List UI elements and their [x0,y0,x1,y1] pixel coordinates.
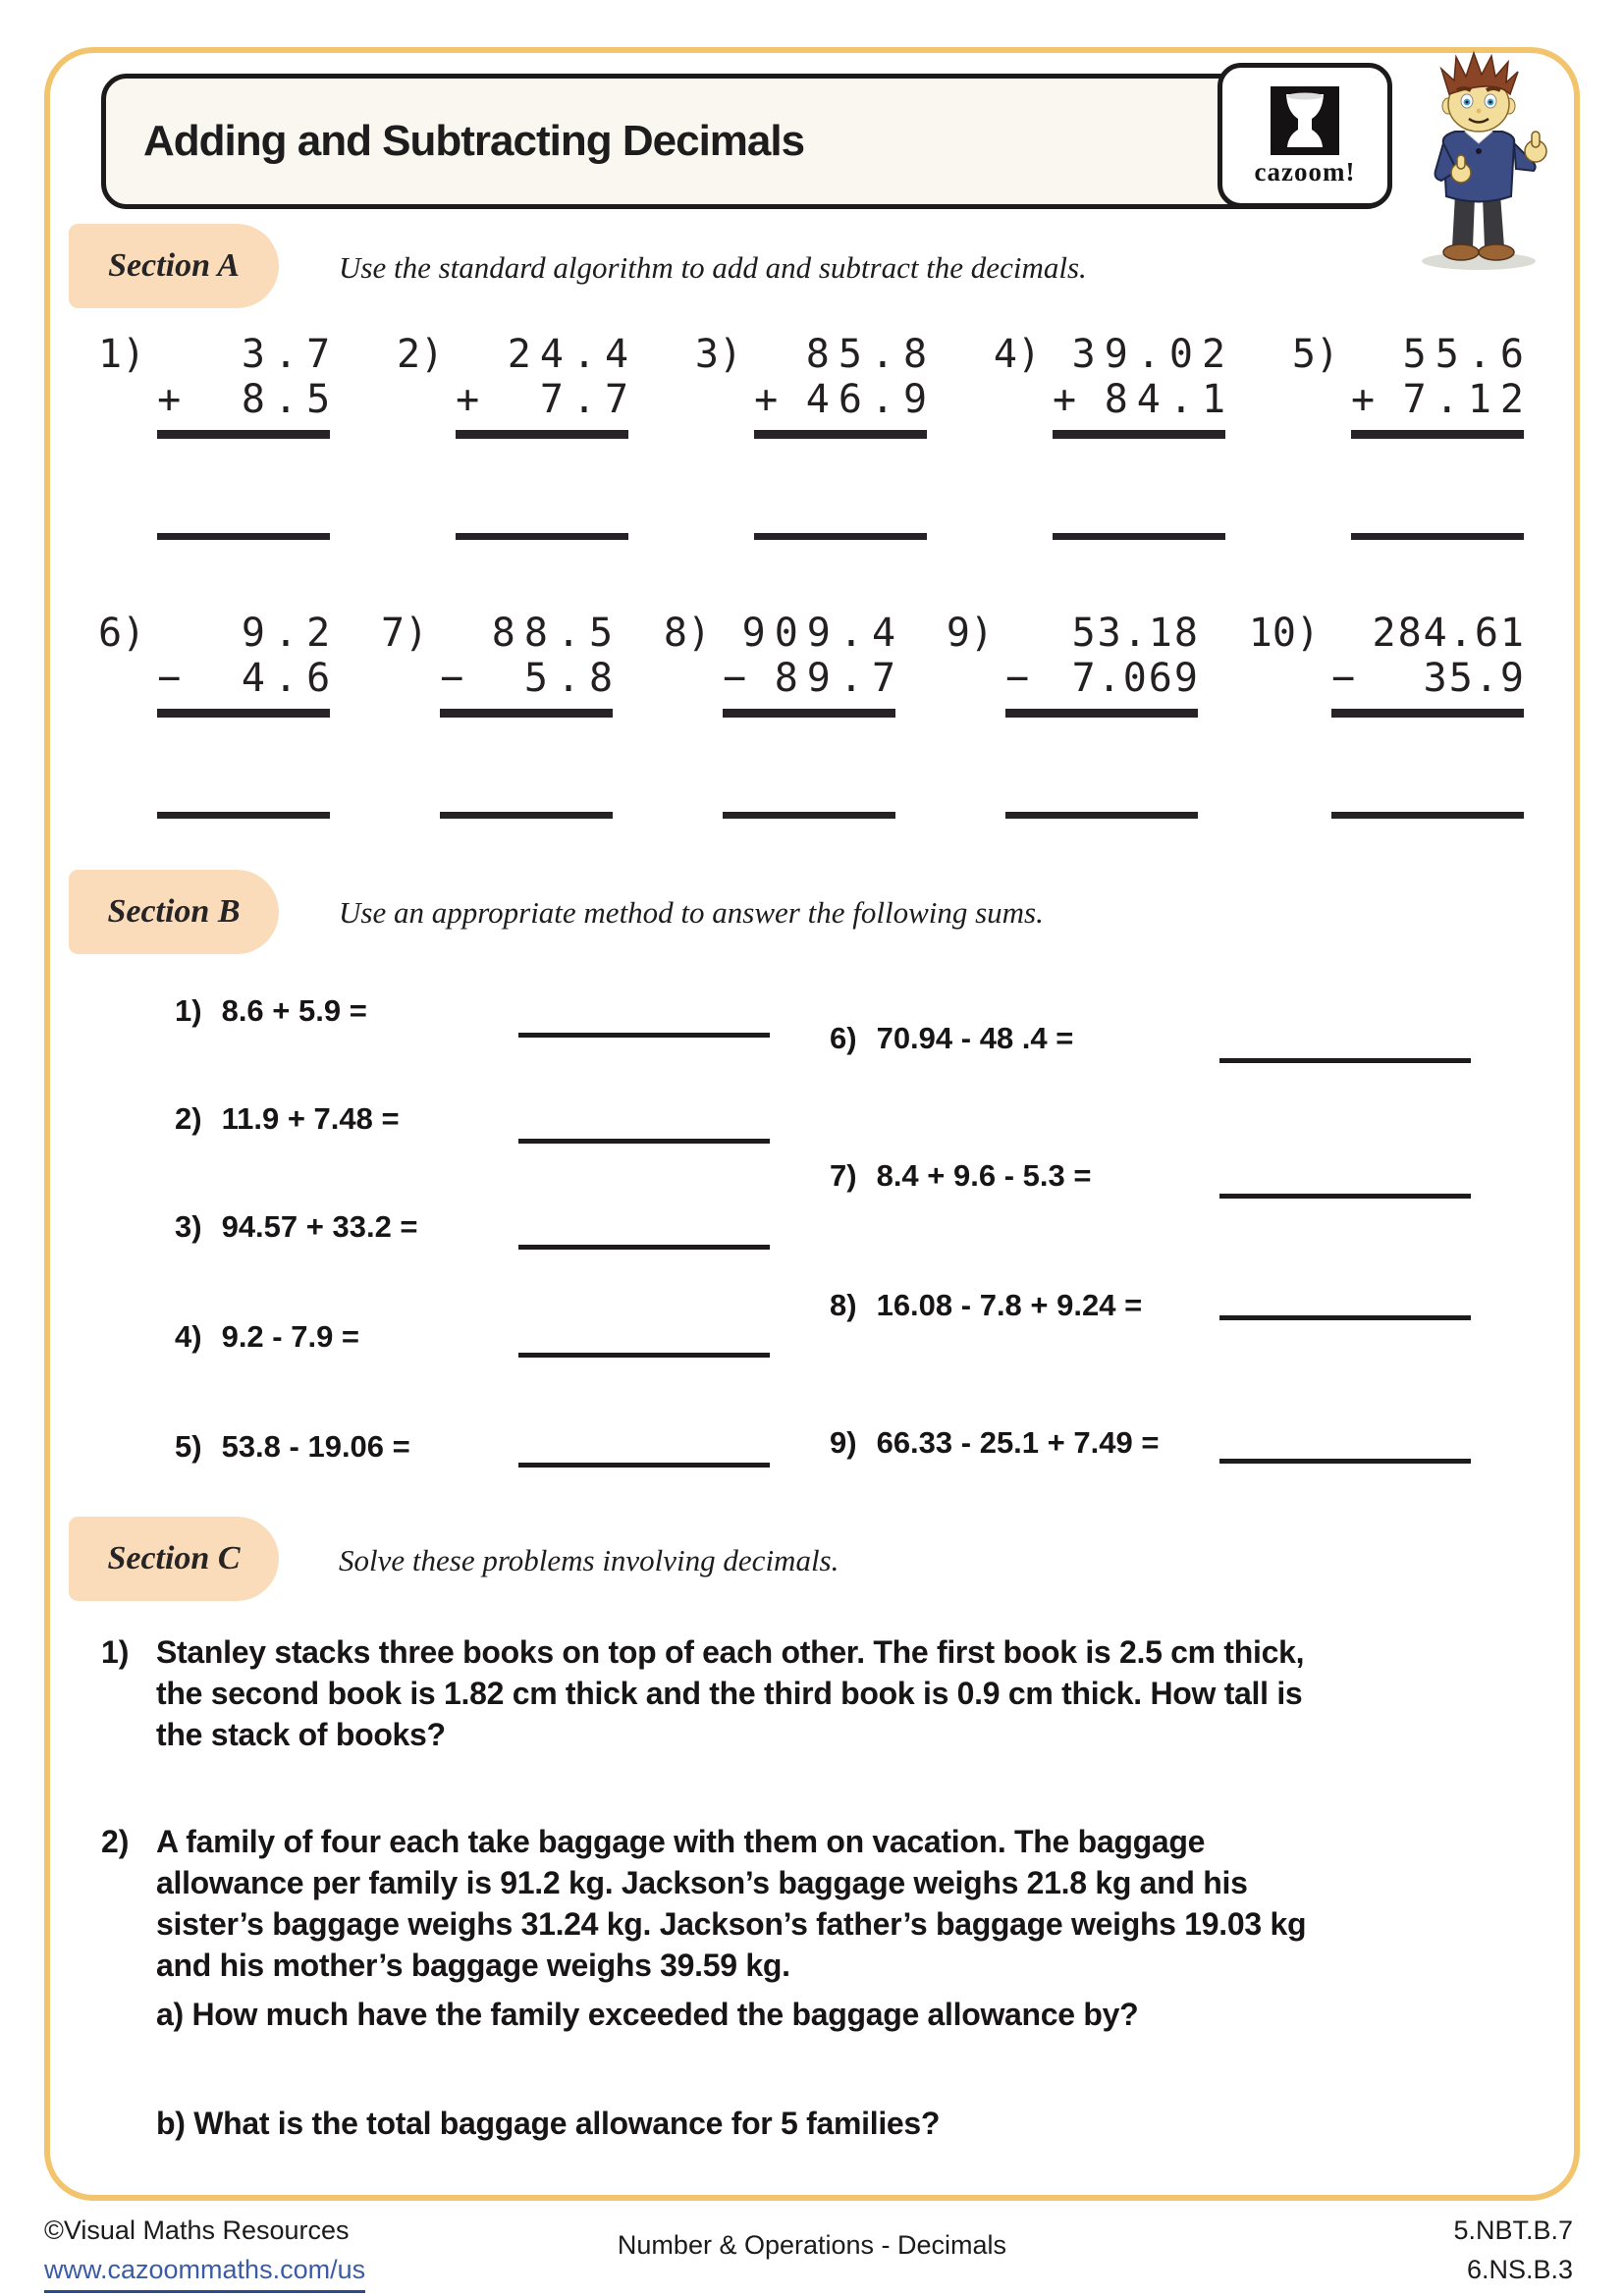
equation-line [440,709,613,718]
bottom-operand: 7.7 [539,377,638,422]
answer-line [1219,1315,1471,1320]
bottom-operand: 7.069 [1071,656,1200,701]
problem-number: 1) [98,332,146,377]
drum-icon [1271,86,1339,157]
top-operand: 24.4 [507,332,638,377]
sum-item [175,993,367,1029]
bottom-operand: 84.1 [1104,377,1235,422]
operator: − [1331,656,1356,701]
answer-line [456,533,628,540]
vertical-problem [947,611,1198,819]
sum-item [175,1101,400,1137]
sum-expression: 9.2 - 7.9 = [221,1319,360,1354]
bottom-operand: 89.7 [774,656,905,701]
sum-expression: 16.08 - 7.8 + 9.24 = [876,1288,1143,1322]
problem-number: 3) [175,1209,202,1244]
operator: + [754,377,779,422]
sum-expression: 66.33 - 25.1 + 7.49 = [876,1425,1160,1460]
bottom-operand: 8.5 [241,377,340,422]
sum-expression: 70.94 - 48 .4 = [876,1021,1074,1055]
equation-line [456,430,628,439]
sum-item [830,1288,1142,1323]
equation-line [157,430,330,439]
equation-line [1351,430,1524,439]
answer-line [518,1353,770,1358]
problem-text-line: A family of four each take baggage with them on vacation. The baggage [156,1824,1206,1859]
sum-item [175,1209,418,1245]
problem-number: 6) [98,611,146,656]
top-operand: 909.4 [741,611,905,656]
bottom-operand: 35.9 [1423,656,1526,701]
sum-item [175,1429,410,1465]
vertical-problem [98,611,340,819]
sum-expression: 53.8 - 19.06 = [221,1429,410,1464]
section-b-instruction: Use an appropriate method to answer the following sums. [339,895,1044,930]
problem-number: 6) [830,1021,857,1055]
vertical-problem [380,611,623,819]
problem-number: 1) [175,993,202,1028]
sum-expression: 11.9 + 7.48 = [221,1101,400,1136]
equation-line [1331,709,1524,718]
section-c-label: Section C [69,1517,279,1601]
top-operand: 3.7 [241,332,340,377]
top-operand: 55.6 [1402,332,1533,377]
sum-expression: 94.57 + 33.2 = [221,1209,418,1244]
top-operand: 88.5 [491,611,623,656]
top-operand: 9.2 [241,611,340,656]
problem-number: 7) [830,1158,857,1193]
vertical-problem [98,332,340,540]
section-a-label: Section A [69,224,279,308]
title-box [101,74,1392,209]
problem-number: 8) [830,1288,857,1322]
problem-number: 2) [175,1101,202,1136]
problem-text-line: the stack of books? [156,1717,446,1752]
vertical-problem [1291,332,1533,540]
operator: − [440,656,464,701]
footer-website-link[interactable]: www.cazoommaths.com/us [44,2250,365,2293]
top-operand: 85.8 [805,332,937,377]
answer-line [1331,812,1524,819]
equation-line [1005,709,1198,718]
problem-text-line: and his mother’s baggage weighs 39.59 kg. [156,1948,790,1983]
vertical-problem [694,332,937,540]
problem-number: 5) [175,1429,202,1464]
footer-copyright: ©Visual Maths Resources [44,2216,350,2245]
problem-number: 2) [101,1824,130,1859]
top-operand: 39.02 [1071,332,1235,377]
problem-number: 1) [101,1634,130,1670]
problem-number: 5) [1291,332,1339,377]
answer-line [723,812,895,819]
problem-text-line: allowance per family is 91.2 kg. Jackson’s baggage weighs 21.8 kg and his [156,1865,1248,1900]
answer-line [754,533,927,540]
answer-line [518,1033,770,1038]
mascot-boy-illustration [1392,49,1564,275]
equation-line [157,709,330,718]
answer-line [157,533,330,540]
problem-number: 4) [175,1319,202,1354]
problem-number: 10) [1248,611,1320,656]
vertical-problem [396,332,638,540]
answer-line [157,812,330,819]
section-a-row-1 [98,332,1533,540]
sum-expression: 8.4 + 9.6 - 5.3 = [876,1158,1092,1193]
bottom-operand: 4.6 [241,656,340,701]
page-title: Adding and Subtracting Decimals [143,117,805,165]
section-b-label: Section B [69,870,279,954]
answer-line [1219,1459,1471,1464]
operator: + [1350,377,1376,422]
section-a-row-2 [98,611,1524,819]
operator: − [1004,656,1030,701]
equation-line [1053,430,1225,439]
answer-line [518,1463,770,1468]
standard-code: 5.NBT.B.7 [1453,2216,1573,2245]
operator: − [157,656,182,701]
sub-question-b: b) What is the total baggage allowance for 5 families? [156,2106,941,2141]
footer-subject: Number & Operations - Decimals [617,2230,1007,2260]
problem-text-line: sister’s baggage weighs 31.24 kg. Jackson’s father’s baggage weighs 19.03 kg [156,1906,1307,1942]
footer-standards [1453,2211,1573,2289]
problem-text-line: the second book is 1.82 cm thick and the third book is 0.9 cm thick. How tall is [156,1676,1303,1711]
problem-number: 7) [380,611,429,656]
word-problem-1 [101,1631,1544,1755]
top-operand: 284.61 [1372,611,1526,656]
problem-number: 3) [694,332,743,377]
answer-line [1219,1058,1471,1063]
bottom-operand: 7.12 [1402,377,1533,422]
answer-line [518,1245,770,1250]
section-a-instruction: Use the standard algorithm to add and subtract the decimals. [339,250,1087,285]
sum-expression: 8.6 + 5.9 = [221,993,367,1028]
equation-line [754,430,927,439]
problem-number: 8) [663,611,712,656]
logo-wordmark: cazoom! [1254,157,1356,187]
answer-line [1053,533,1225,540]
sum-item [830,1158,1091,1194]
answer-line [1005,812,1198,819]
operator: + [1053,377,1077,422]
problem-number: 9) [946,611,994,656]
vertical-problem [1249,611,1524,819]
problem-number: 2) [396,332,445,377]
sum-item [830,1021,1073,1056]
vertical-problem [663,611,905,819]
answer-line [518,1139,770,1144]
bottom-operand: 5.8 [523,656,623,701]
bottom-operand: 46.9 [805,377,937,422]
problem-number: 4) [993,332,1042,377]
sum-item [830,1425,1159,1461]
answer-line [1219,1194,1471,1199]
section-c-instruction: Solve these problems involving decimals. [339,1543,839,1577]
answer-line [1351,533,1524,540]
sub-question-a: a) How much have the family exceeded the baggage allowance by? [156,1997,1139,2032]
operator: − [723,656,747,701]
answer-line [440,812,613,819]
problem-text-line: Stanley stacks three books on top of each other. The first book is 2.5 cm thick, [156,1634,1305,1670]
problem-number: 9) [830,1425,857,1460]
equation-line [723,709,895,718]
sum-item [175,1319,359,1355]
word-problem-2 [101,1821,1544,2144]
operator: + [456,377,480,422]
operator: + [157,377,182,422]
vertical-problem [993,332,1235,540]
top-operand: 53.18 [1071,611,1200,656]
cazoom-logo [1218,63,1392,208]
standard-code: 6.NS.B.3 [1466,2255,1573,2284]
